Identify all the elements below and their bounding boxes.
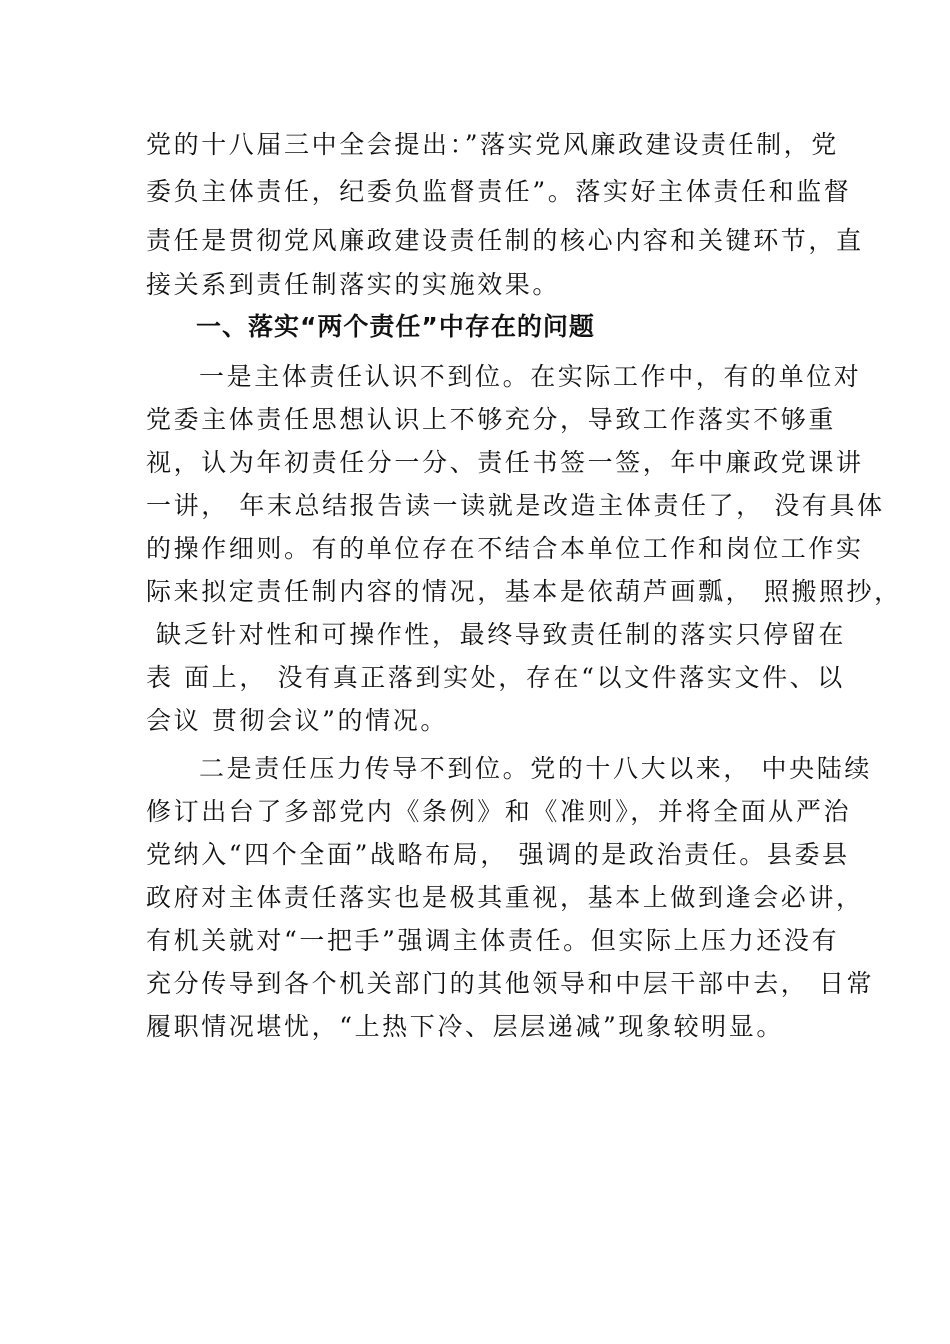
para2-line-1: 二是责任压力传导不到位。党的十八大以来， 中央陆续 [199,754,872,783]
para1-line-2: 党委主体责任思想认识上不够充分，导致工作落实不够重 [146,405,837,434]
para2-line-3: 党纳入“四个全面”战略布局， 强调的是政治责任。县委县 [146,840,850,869]
para1-line-6: 际来拟定责任制内容的情况，基本是依葫芦画瓢， 照搬照抄， [146,577,902,606]
para2-line-7: 履职情况堪忧，“上热下冷、层层递减”现象较明显。 [146,1012,784,1041]
para1-line-8: 表 面上， 没有真正落到实处，存在“以文件落实文件、以 [146,663,845,692]
intro-line-1: 党的十八届三中全会提出：”落实党风廉政建设责任制，党 [146,130,839,159]
para1-line-5: 的操作细则。有的单位存在不结合本单位工作和岗位工作实 [146,534,864,563]
intro-line-4: 接关系到责任制落实的实施效果。 [146,270,561,299]
para2-line-2: 修订出台了多部党内《条例》和《准则》，并将全面从严治 [146,797,852,826]
section-heading: 一、落实“两个责任”中存在的问题 [196,312,595,341]
para1-line-7: 缺乏针对性和可操作性，最终导致责任制的落实只停留在 [156,620,847,649]
para1-line-9: 会议 贯彻会议”的情况。 [146,706,448,735]
para2-line-6: 充分传导到各个机关部门的其他领导和中层干部中去， 日常 [146,969,875,998]
para2-line-4: 政府对主体责任落实也是极其重视，基本上做到逢会必讲， [146,883,864,912]
para1-line-1: 一是主体责任认识不到位。在实际工作中，有的单位对 [199,362,862,391]
para2-line-5: 有机关就对“一把手”强调主体责任。但实际上压力还没有 [146,926,840,955]
intro-line-2: 委负主体责任，纪委负监督责任”。落实好主体责任和监督 [146,177,852,206]
para1-line-4: 一讲， 年末总结报告读一读就是改造主体责任了， 没有具体 [146,491,885,520]
intro-line-3: 责任是贯彻党风廉政建设责任制的核心内容和关键环节，直 [146,226,864,255]
para1-line-3: 视，认为年初责任分一分、责任书签一签，年中廉政党课讲 [146,448,864,477]
